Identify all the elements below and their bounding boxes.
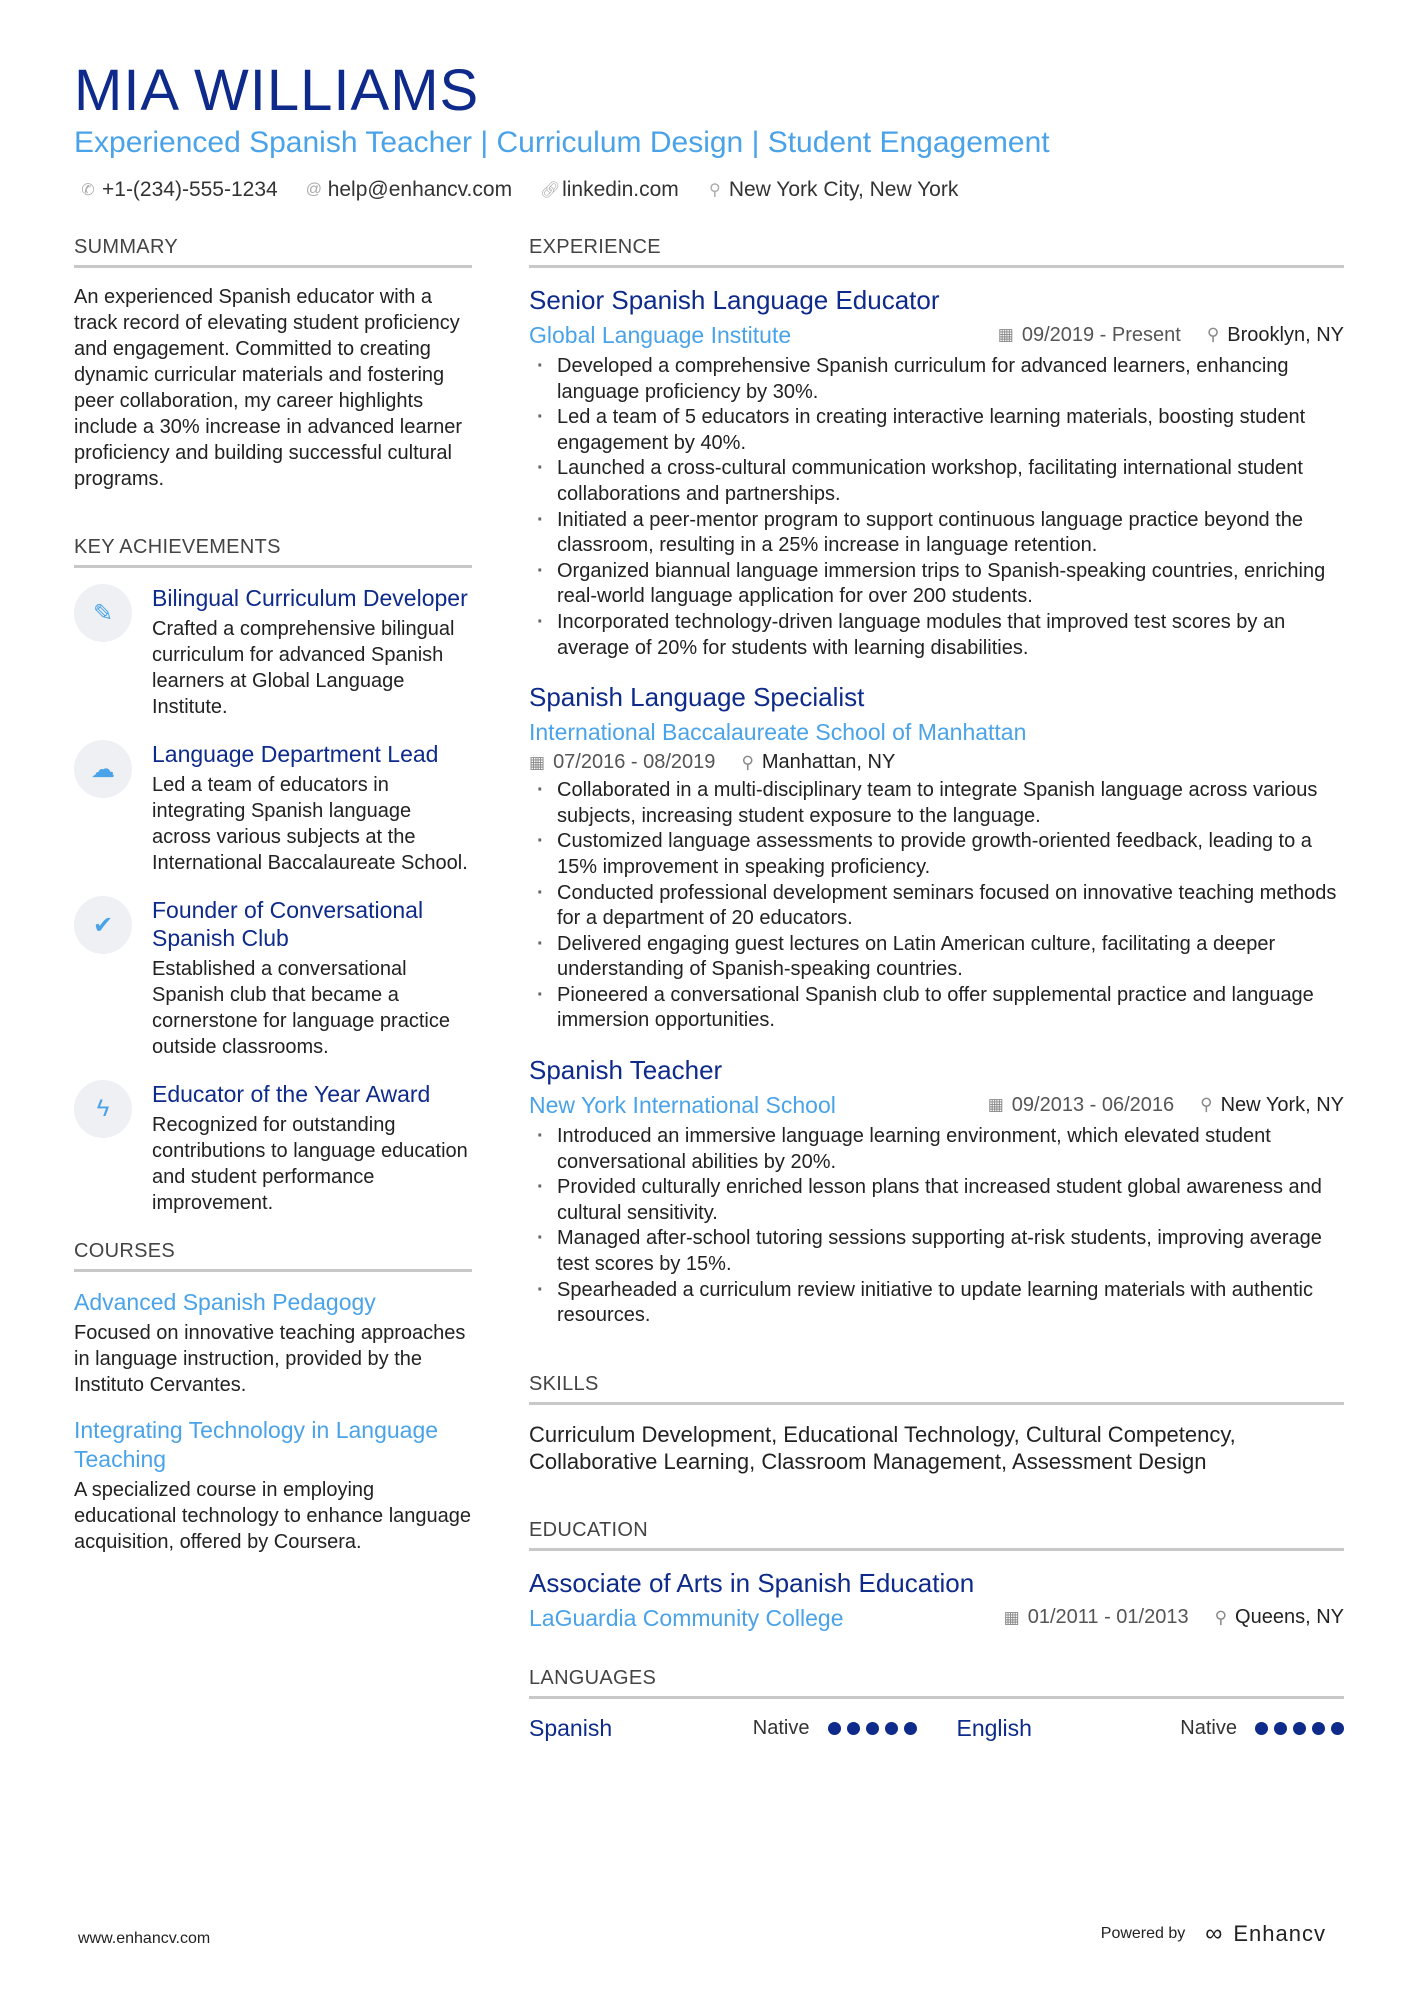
brain-icon: ☁ bbox=[74, 740, 132, 798]
language-name: English bbox=[956, 1714, 1032, 1741]
brand-name: Enhancv bbox=[1233, 1921, 1326, 1946]
bullet-item: · Incorporated technology-driven language modules that improved test scores by an average of 20% for students with learning disabilities. bbox=[529, 610, 1344, 661]
location-icon: ⚲ bbox=[1206, 325, 1220, 344]
job-entry bbox=[529, 1054, 1344, 1329]
rating-dot bbox=[847, 1722, 860, 1735]
bullet-item: · Introduced an immersive language learning environment, which elevated student conversational abilities by 20%. bbox=[529, 1124, 1344, 1175]
bullet-item: · Launched a cross-cultural communication workshop, facilitating international student collaborations and partnerships. bbox=[529, 456, 1344, 507]
job-location: New York, NY bbox=[1220, 1093, 1344, 1116]
job-bullets bbox=[529, 354, 1344, 661]
summary-heading: SUMMARY bbox=[74, 236, 472, 268]
right-column bbox=[529, 236, 1344, 1742]
course-item bbox=[74, 1288, 472, 1398]
achievement-desc: Led a team of educators in integrating Spanish language across various subjects at the International Baccalaureate School. bbox=[152, 774, 468, 874]
at-icon: @ bbox=[305, 181, 322, 198]
brand-logo[interactable] bbox=[1205, 1920, 1326, 1948]
bullet-item: · Initiated a peer-mentor program to support continuous language practice beyond the classroom, resulting in a 25% increase in language retention. bbox=[529, 508, 1344, 559]
rating-dot bbox=[1293, 1722, 1306, 1735]
location-icon: ⚲ bbox=[708, 182, 721, 199]
rating-dot bbox=[904, 1722, 917, 1735]
achievement-item bbox=[74, 896, 472, 1060]
experience-heading: EXPERIENCE bbox=[529, 236, 1344, 268]
course-desc: A specialized course in employing educational technology to enhance language acquisition, offered by Coursera. bbox=[74, 1479, 471, 1553]
candidate-name: MIA WILLIAMS bbox=[74, 58, 480, 123]
job-location: Manhattan, NY bbox=[761, 751, 896, 774]
bullet-item: · Customized language assessments to provide growth-oriented feedback, leading to a 15% improvement in speaking proficiency. bbox=[529, 829, 1344, 880]
company-name: International Baccalaureate School of Manhattan bbox=[529, 719, 1027, 746]
job-bullets bbox=[529, 778, 1344, 1034]
achievements-heading: KEY ACHIEVEMENTS bbox=[74, 536, 472, 568]
skills-text: Curriculum Development, Educational Technology, Cultural Competency, Collaborative Learning, Classroom Management, Assessment Design bbox=[529, 1421, 1236, 1474]
rating-dot bbox=[1312, 1722, 1325, 1735]
company-name: New York International School bbox=[529, 1092, 836, 1119]
achievement-desc: Established a conversational Spanish club that became a cornerstone for language practice outside classrooms. bbox=[152, 958, 450, 1058]
education-heading: EDUCATION bbox=[529, 1519, 1344, 1551]
languages-heading: LANGUAGES bbox=[529, 1667, 1344, 1699]
language-rating bbox=[828, 1722, 917, 1735]
language-rating bbox=[1255, 1722, 1344, 1735]
contact-bar bbox=[80, 178, 958, 202]
infinity-icon: ∞ bbox=[1205, 1920, 1224, 1947]
linkedin-text[interactable]: linkedin.com bbox=[562, 178, 679, 201]
achievement-desc: Recognized for outstanding contributions to language education and student performance improvement. bbox=[152, 1114, 468, 1214]
phone-icon: ✆ bbox=[81, 182, 95, 199]
contact-phone bbox=[80, 178, 278, 202]
bullet-item: · Provided culturally enriched lesson plans that increased student global awareness and cultural sensitivity. bbox=[529, 1175, 1344, 1226]
achievement-item bbox=[74, 584, 472, 720]
language-name: Spanish bbox=[529, 1714, 613, 1741]
bullet-item: · Spearheaded a curriculum review initiative to update learning materials with authentic resources. bbox=[529, 1278, 1344, 1329]
calendar-icon: ▦ bbox=[529, 752, 546, 772]
headline: Experienced Spanish Teacher | Curriculum Design | Student Engagement bbox=[74, 126, 1050, 159]
job-dates: 07/2016 - 08/2019 bbox=[553, 751, 716, 774]
powered-by-label: Powered by bbox=[1100, 1925, 1186, 1942]
job-location: Brooklyn, NY bbox=[1227, 323, 1344, 346]
location-icon: ⚲ bbox=[1214, 1607, 1228, 1627]
bullet-item: · Pioneered a conversational Spanish club to offer supplemental practice and language immersion opportunities. bbox=[529, 983, 1344, 1034]
company-name: Global Language Institute bbox=[529, 322, 792, 348]
lightning-icon: ϟ bbox=[74, 1080, 132, 1138]
email-text[interactable]: help@enhancv.com bbox=[327, 178, 513, 201]
calendar-icon: ▦ bbox=[1003, 1607, 1020, 1627]
job-entry bbox=[529, 681, 1344, 1034]
location-icon: ⚲ bbox=[741, 752, 754, 772]
location-text: New York City, New York bbox=[728, 178, 959, 201]
bullet-item: · Managed after-school tutoring sessions supporting at-risk students, improving average test scores by 15%. bbox=[529, 1226, 1344, 1277]
calendar-icon: ▦ bbox=[987, 1095, 1004, 1115]
achievement-item bbox=[74, 1080, 472, 1216]
rating-dot bbox=[1331, 1722, 1344, 1735]
bullet-item: · Organized biannual language immersion trips to Spanish-speaking countries, enriching real-world language application for over 200 students. bbox=[529, 559, 1344, 610]
rating-dot bbox=[1255, 1722, 1268, 1735]
bullet-item: · Developed a comprehensive Spanish curriculum for advanced learners, enhancing language proficiency by 30%. bbox=[529, 354, 1344, 405]
rating-dot bbox=[1274, 1722, 1287, 1735]
job-bullets bbox=[529, 1124, 1344, 1329]
education-location: Queens, NY bbox=[1235, 1606, 1344, 1629]
course-desc: Focused on innovative teaching approaches in language instruction, provided by the Instituto Cervantes. bbox=[74, 1322, 466, 1396]
left-column bbox=[74, 236, 472, 1573]
job-entry bbox=[529, 284, 1344, 661]
contact-location bbox=[707, 178, 959, 202]
skills-heading: SKILLS bbox=[529, 1373, 1344, 1405]
course-title: Integrating Technology in Language Teaching bbox=[74, 1417, 439, 1472]
bullet-item: · Delivered engaging guest lectures on Latin American culture, facilitating a deeper understanding of Spanish-speaking countries. bbox=[529, 932, 1344, 983]
link-icon: 🔗︎ bbox=[540, 182, 561, 199]
rating-dot bbox=[866, 1722, 879, 1735]
achievement-title: Educator of the Year Award bbox=[152, 1081, 431, 1107]
language-level: Native bbox=[1180, 1716, 1237, 1739]
achievement-item bbox=[74, 740, 472, 876]
rating-dot bbox=[828, 1722, 841, 1735]
achievement-title: Language Department Lead bbox=[152, 741, 439, 767]
achievements-list bbox=[74, 584, 472, 1216]
job-title: Senior Spanish Language Educator bbox=[529, 285, 940, 315]
bullet-item: · Collaborated in a multi-disciplinary team to integrate Spanish language across various subjects, increasing student exposure to the language. bbox=[529, 778, 1344, 829]
school-name: LaGuardia Community College bbox=[529, 1604, 844, 1631]
courses-heading: COURSES bbox=[74, 1240, 472, 1272]
languages-list bbox=[529, 1715, 1344, 1742]
contact-linkedin[interactable] bbox=[540, 178, 679, 202]
phone-text: +1-(234)-555-1234 bbox=[102, 178, 278, 201]
location-icon: ⚲ bbox=[1200, 1095, 1213, 1115]
job-title: Spanish Language Specialist bbox=[529, 682, 865, 713]
job-dates: 09/2019 - Present bbox=[1021, 323, 1181, 346]
calendar-icon: ▦ bbox=[997, 325, 1014, 344]
magic-wand-icon: ✎ bbox=[74, 584, 132, 642]
course-item bbox=[74, 1416, 472, 1555]
contact-email[interactable] bbox=[306, 178, 512, 202]
degree-title: Associate of Arts in Spanish Education bbox=[529, 1567, 975, 1598]
language-item bbox=[957, 1715, 1345, 1742]
education-dates: 01/2011 - 01/2013 bbox=[1027, 1606, 1189, 1629]
language-level: Native bbox=[752, 1716, 810, 1739]
language-item bbox=[529, 1715, 917, 1742]
education-entry bbox=[529, 1567, 1344, 1633]
bullet-item: · Conducted professional development seminars focused on innovative teaching methods for a department of 20 educators. bbox=[529, 881, 1344, 932]
course-title: Advanced Spanish Pedagogy bbox=[74, 1289, 376, 1315]
rating-dot bbox=[885, 1722, 898, 1735]
job-title: Spanish Teacher bbox=[529, 1055, 723, 1086]
bullet-item: · Led a team of 5 educators in creating interactive learning materials, boosting student engagement by 40%. bbox=[529, 405, 1344, 456]
achievement-desc: Crafted a comprehensive bilingual curriculum for advanced Spanish learners at Global Language Institute. bbox=[152, 618, 455, 718]
footer-website[interactable]: www.enhancv.com bbox=[78, 1930, 211, 1947]
summary-text: An experienced Spanish educator with a track record of elevating student proficiency and engagement. Committed to creating dynamic curricular materials and fostering peer collaboration, my career highlights include a 30% increase in advanced learner proficiency and building successful cultural programs. bbox=[74, 286, 463, 490]
job-dates: 09/2013 - 06/2016 bbox=[1011, 1093, 1175, 1116]
footer-branding bbox=[1101, 1920, 1326, 1948]
check-icon: ✔ bbox=[74, 896, 132, 954]
achievement-title: Bilingual Curriculum Developer bbox=[152, 585, 468, 611]
achievement-title: Founder of Conversational Spanish Club bbox=[152, 897, 424, 951]
